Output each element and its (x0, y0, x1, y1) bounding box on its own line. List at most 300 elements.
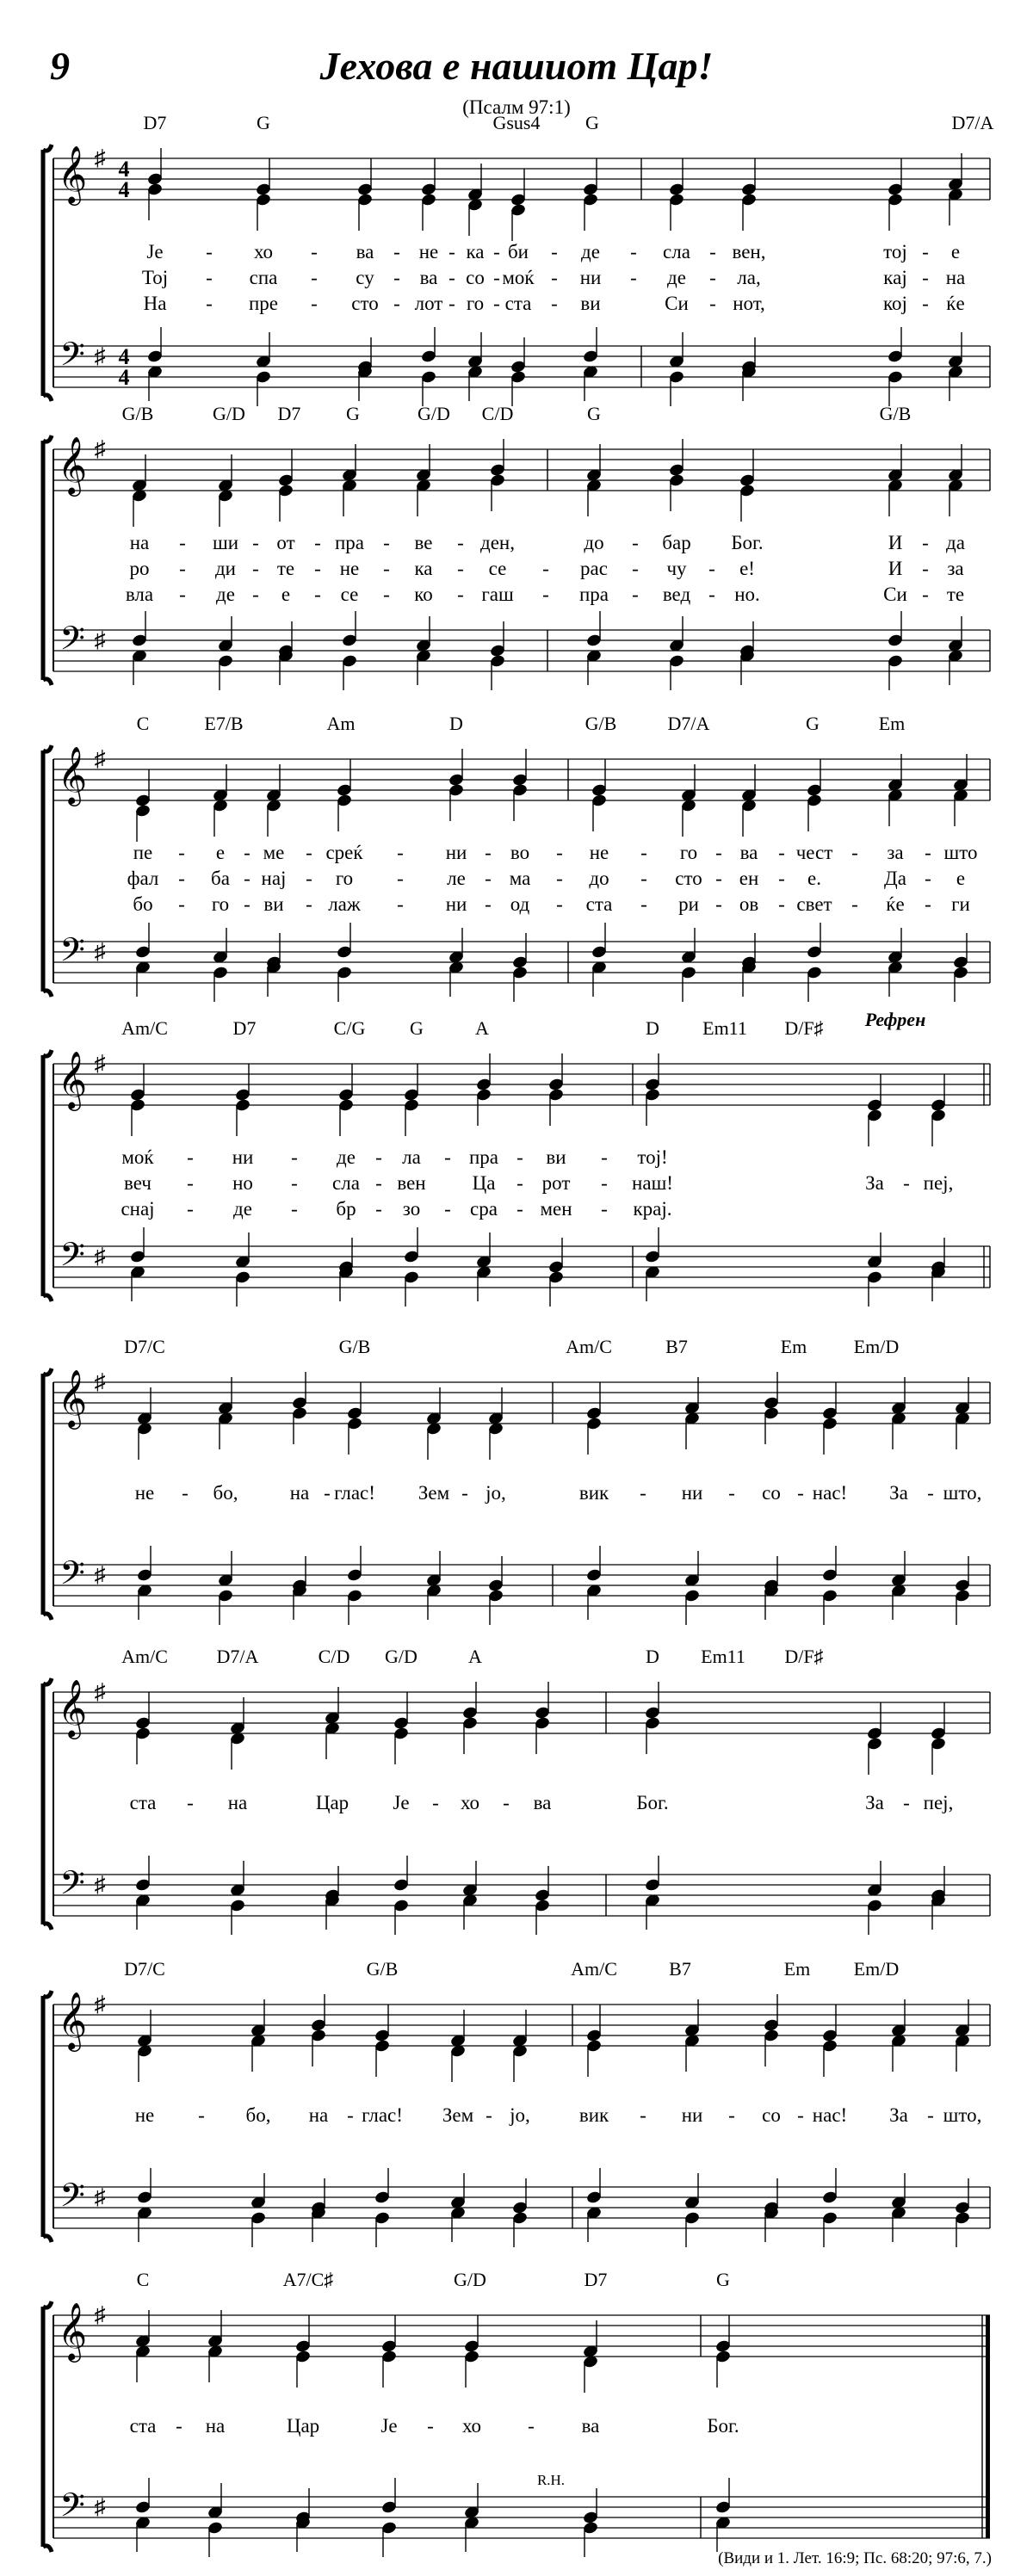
lyric-syllable: пра (468, 1146, 499, 1168)
lyric-syllable: не (589, 842, 609, 863)
bass-clef-icon: 𝄢 (59, 1863, 85, 1910)
lyric-hyphen: - (397, 868, 404, 889)
lyric-hyphen: - (206, 241, 213, 263)
lyric-syllable: Зем (418, 1482, 450, 1504)
lyric-syllable: Зем (442, 2104, 474, 2126)
lyric-syllable: зо (402, 1198, 421, 1220)
lyric-hyphen: - (393, 241, 400, 263)
lyric-syllable: вла (125, 584, 154, 605)
lyric-syllable: е (215, 842, 226, 863)
lyric-syllable: сто (675, 868, 702, 889)
lyric-syllable: ен (739, 868, 759, 889)
key-signature-sharp-icon: ♯ (94, 1051, 106, 1076)
lyric-hyphen: - (252, 532, 259, 553)
lyric-syllable: ши (212, 532, 239, 553)
lyric-hyphen: - (927, 2104, 934, 2126)
lyric-hyphen: - (903, 1792, 910, 1813)
chord-symbol: D/F♯ (784, 1017, 824, 1039)
lyric-syllable: Да (884, 868, 906, 889)
chord-symbol: C/D (481, 403, 514, 424)
song-number: 9 (50, 44, 70, 88)
lyric-syllable: Бог. (731, 532, 764, 553)
chord-symbol: Am (326, 713, 356, 734)
lyric-hyphen: - (925, 893, 931, 915)
lyric-syllable: за (947, 558, 964, 579)
chord-symbol: D (646, 1646, 659, 1667)
lyric-syllable: ов (739, 893, 759, 915)
chord-symbol: G (587, 403, 601, 424)
chord-symbol: D (646, 1017, 659, 1039)
lyric-hyphen: - (922, 558, 929, 579)
treble-clef-icon: 𝄞 (57, 745, 88, 804)
lyric-hyphen: - (778, 893, 785, 915)
chord-symbol: Am/C (566, 1336, 612, 1357)
bass-clef-icon: 𝄢 (59, 1554, 85, 1600)
lyric-syllable: бо, (245, 2104, 271, 2126)
bass-staff (53, 1875, 990, 1916)
treble-staff (53, 1064, 990, 1105)
lyric-hyphen: - (182, 1482, 189, 1504)
lyric-syllable: Је (380, 2415, 398, 2437)
lyric-hyphen: - (457, 584, 464, 605)
lyric-syllable: го (679, 842, 698, 863)
lyric-hyphen: - (632, 558, 639, 579)
lyric-syllable: срeќ (325, 842, 363, 863)
lyric-syllable: ка (466, 241, 485, 263)
lyric-hyphen: - (640, 1482, 646, 1504)
chord-symbol: G/D (418, 403, 450, 424)
lyric-hyphen: - (178, 868, 185, 889)
lyric-syllable: гаш (481, 584, 514, 605)
lyric-hyphen: - (311, 241, 318, 263)
chord-symbol: G (806, 713, 820, 734)
lyric-hyphen: - (630, 267, 637, 288)
lyric-hyphen: - (551, 293, 558, 314)
time-signature-bottom: 4 (118, 365, 130, 390)
lyric-syllable: Бог. (707, 2415, 739, 2437)
lyric-hyphen: - (485, 842, 492, 863)
key-signature-sharp-icon: ♯ (94, 939, 106, 964)
lyric-syllable: ма (509, 868, 531, 889)
lyric-hyphen: - (601, 1146, 608, 1168)
chord-symbol: D/F♯ (784, 1646, 824, 1667)
lyric-syllable: ќе (886, 893, 905, 915)
lyric-syllable: е. (807, 868, 821, 889)
lyric-syllable: ба (211, 868, 230, 889)
lyric-syllable: ва (419, 267, 438, 288)
chord-symbol: G/B (366, 1958, 399, 1980)
lyric-syllable: ка (414, 558, 433, 579)
lyric-hyphen: - (252, 558, 259, 579)
lyric-hyphen: - (314, 584, 321, 605)
lyric-hyphen: - (291, 1146, 298, 1168)
lyric-syllable: јо, (510, 2104, 530, 2126)
lyric-syllable: фал (127, 868, 159, 889)
chord-symbol: A (468, 1646, 482, 1667)
lyric-syllable: те (276, 558, 295, 579)
lyric-syllable: од (510, 893, 530, 915)
lyric-hyphen: - (244, 868, 251, 889)
lyric-hyphen: - (927, 1482, 934, 1504)
lyric-syllable: го (211, 893, 230, 915)
chord-symbol: G (716, 2269, 730, 2290)
chord-symbol: G/B (121, 403, 154, 424)
bass-clef-icon: 𝄢 (59, 335, 85, 381)
time-signature-top: 4 (118, 344, 130, 369)
key-signature-sharp-icon: ♯ (94, 746, 106, 771)
lyric-syllable: што, (943, 1482, 982, 1504)
lyric-hyphen: - (709, 267, 716, 288)
system-bracket (43, 2301, 52, 2552)
lyric-syllable: ста (129, 2415, 157, 2437)
lyric-syllable: до (584, 532, 604, 553)
lyric-hyphen: - (187, 1792, 194, 1813)
lyric-hyphen: - (493, 241, 500, 263)
lyric-syllable: но (232, 1172, 253, 1194)
lyric-hyphen: - (797, 2104, 804, 2126)
lyric-syllable: во (510, 842, 530, 863)
lyric-syllable: е (956, 868, 966, 889)
treble-staff (53, 1382, 990, 1424)
lyric-hyphen: - (448, 293, 455, 314)
refrain-label: Рефрен (864, 1009, 926, 1030)
lyric-hyphen: - (528, 2415, 535, 2437)
lyric-syllable: су (356, 267, 374, 288)
lyric-hyphen: - (383, 584, 390, 605)
lyric-syllable: ва (739, 842, 758, 863)
chord-symbol: Em (780, 1336, 807, 1357)
lyric-syllable: веч (124, 1172, 152, 1194)
chord-symbol: G (257, 112, 270, 133)
lyric-syllable: ќе (946, 293, 965, 314)
lyric-hyphen: - (206, 293, 213, 314)
lyric-hyphen: - (448, 267, 455, 288)
lyric-hyphen: - (291, 1172, 298, 1194)
lyric-syllable: сла (332, 1172, 360, 1194)
lyric-syllable: бр (336, 1198, 356, 1220)
chord-symbol: Em11 (701, 1646, 745, 1667)
lyric-syllable: Ца (472, 1172, 496, 1194)
lyric-hyphen: - (922, 293, 929, 314)
lyric-hyphen: - (291, 1198, 298, 1220)
chord-symbol: Em (783, 1958, 811, 1980)
lyric-syllable: не (339, 558, 360, 579)
chord-symbol: D7/A (667, 713, 710, 734)
lyric-hyphen: - (630, 241, 637, 263)
lyric-syllable: на (205, 2415, 226, 2437)
chord-symbol: D (449, 713, 463, 734)
lyric-hyphen: - (851, 893, 858, 915)
system-bracket (43, 145, 52, 401)
lyric-hyphen: - (444, 1146, 451, 1168)
lyric-hyphen: - (778, 842, 785, 863)
treble-clef-icon: 𝄞 (57, 1678, 88, 1737)
chord-symbol: E7/B (204, 713, 244, 734)
lyric-syllable: на (129, 532, 150, 553)
bass-staff (53, 630, 990, 671)
lyric-syllable: вен, (732, 241, 766, 263)
chord-symbol: Gsus4 (492, 112, 541, 133)
lyric-syllable: тој (883, 241, 907, 263)
song-subtitle: (Псалм 97:1) (462, 96, 571, 118)
treble-clef-icon: 𝄞 (57, 145, 88, 203)
lyric-syllable: е! (739, 558, 755, 579)
chord-symbol: B7 (665, 1336, 688, 1357)
lyric-syllable: да (946, 532, 965, 553)
lyric-hyphen: - (556, 842, 563, 863)
lyric-hyphen: - (397, 893, 404, 915)
lyric-syllable: не (134, 2104, 155, 2126)
lyric-hyphen: - (179, 558, 186, 579)
chord-symbol: D7 (584, 2269, 608, 2290)
lyric-syllable: ста (504, 293, 532, 314)
lyric-hyphen: - (903, 1172, 910, 1194)
lyric-syllable: сла (663, 241, 690, 263)
lyric-syllable: ден, (480, 532, 515, 553)
lyric-syllable: снај (121, 1198, 155, 1220)
lyric-hyphen: - (556, 868, 563, 889)
lyric-syllable: Си (883, 584, 907, 605)
lyric-syllable: би (507, 241, 529, 263)
lyric-syllable: хо (460, 1792, 480, 1813)
lyric-syllable: кој (883, 293, 907, 314)
lyric-syllable: крај. (633, 1198, 672, 1220)
lyric-hyphen: - (375, 1198, 382, 1220)
lyric-syllable: сра (470, 1198, 498, 1220)
treble-staff (53, 449, 990, 491)
lyric-syllable: на (227, 1792, 248, 1813)
lyric-hyphen: - (925, 842, 931, 863)
lyric-hyphen: - (306, 868, 312, 889)
lyric-hyphen: - (324, 1482, 331, 1504)
lyric-syllable: пра (334, 532, 365, 553)
lyric-hyphen: - (709, 293, 716, 314)
lyric-hyphen: - (444, 1198, 451, 1220)
lyric-hyphen: - (922, 241, 929, 263)
lyric-syllable: наш! (632, 1172, 673, 1194)
lyric-syllable: чу (666, 558, 687, 579)
key-signature-sharp-icon: ♯ (94, 1872, 106, 1897)
lyric-syllable: ла (402, 1146, 421, 1168)
lyric-hyphen: - (493, 293, 500, 314)
lyric-syllable: тој! (637, 1146, 668, 1168)
lyric-hyphen: - (632, 532, 639, 553)
lyric-hyphen: - (393, 267, 400, 288)
final-barline-thick (986, 2315, 990, 2538)
chord-symbol: G/D (385, 1646, 418, 1667)
song-title: Јехова е нашиот Цар! (319, 44, 714, 88)
lyric-syllable: спа (249, 267, 278, 288)
lyric-syllable: но. (734, 584, 760, 605)
treble-clef-icon: 𝄞 (57, 2301, 88, 2360)
lyric-syllable: моќ (502, 267, 535, 288)
chord-symbol: Em11 (702, 1017, 747, 1039)
lyric-syllable: што, (943, 2104, 982, 2126)
lyric-hyphen: - (347, 2104, 354, 2126)
chord-symbol: G/D (454, 2269, 486, 2290)
lyric-syllable: сто (351, 293, 379, 314)
chord-symbol: C (136, 2269, 150, 2290)
chord-symbol: A7/C♯ (282, 2269, 334, 2290)
lyric-hyphen: - (485, 868, 492, 889)
chord-symbol: D7/C (124, 1336, 165, 1357)
lyric-hyphen: - (728, 1482, 735, 1504)
lyric-syllable: моќ (121, 1146, 154, 1168)
lyric-hyphen: - (640, 2104, 646, 2126)
lyric-syllable: глас! (362, 2104, 403, 2126)
lyric-syllable: ста (129, 1792, 157, 1813)
lyric-syllable: нас! (812, 2104, 848, 2126)
treble-staff (53, 158, 990, 200)
bass-clef-icon: 𝄢 (59, 1235, 85, 1282)
lyric-syllable: ни (681, 1482, 703, 1504)
chord-symbol: G/B (585, 713, 617, 734)
bass-staff (53, 2497, 990, 2538)
lyric-hyphen: - (503, 1792, 510, 1813)
lyric-syllable: ста (585, 893, 613, 915)
lyric-hyphen: - (709, 241, 716, 263)
scripture-reference: (Види и 1. Лет. 16:9; Пс. 68:20; 97:6, 7.) (718, 2549, 992, 2567)
lyric-hyphen: - (306, 893, 312, 915)
lyric-syllable: пеј, (923, 1172, 954, 1194)
lyric-hyphen: - (187, 1146, 194, 1168)
lyric-hyphen: - (778, 868, 785, 889)
lyric-hyphen: - (516, 1146, 523, 1168)
lyric-syllable: вик (578, 1482, 609, 1504)
lyric-syllable: нас! (812, 1482, 848, 1504)
lyric-hyphen: - (306, 842, 312, 863)
lyric-syllable: рас (580, 558, 608, 579)
lyric-syllable: ви (546, 1146, 566, 1168)
treble-clef-icon: 𝄞 (57, 436, 88, 494)
lyric-syllable: се (340, 584, 359, 605)
lyric-hyphen: - (427, 2415, 434, 2437)
key-signature-sharp-icon: ♯ (94, 436, 106, 461)
lyric-syllable: ни (579, 267, 602, 288)
lyric-syllable: рот (541, 1172, 571, 1194)
lyric-hyphen: - (244, 893, 251, 915)
lyric-syllable: Цар (315, 1792, 349, 1813)
lyric-hyphen: - (493, 267, 500, 288)
lyric-hyphen: - (176, 2415, 182, 2437)
lyric-syllable: те (946, 584, 965, 605)
lyric-syllable: ни (445, 893, 467, 915)
lyric-syllable: Бог. (636, 1792, 669, 1813)
key-signature-sharp-icon: ♯ (94, 1369, 106, 1394)
chord-symbol: Am/C (571, 1958, 617, 1980)
treble-staff (53, 1692, 990, 1733)
bass-clef-icon: 𝄢 (59, 2176, 85, 2222)
lyric-hyphen: - (178, 893, 185, 915)
lyric-syllable: ви (580, 293, 601, 314)
lyric-syllable: ни (232, 1146, 254, 1168)
chord-symbol: A (475, 1017, 489, 1039)
lyric-hyphen: - (397, 842, 404, 863)
lyric-hyphen: - (187, 1198, 194, 1220)
lyric-hyphen: - (715, 868, 722, 889)
lyric-syllable: пра (578, 584, 609, 605)
lyric-hyphen: - (922, 267, 929, 288)
lyric-hyphen: - (375, 1146, 382, 1168)
lyric-syllable: хо (253, 241, 274, 263)
lyric-syllable: Си (665, 293, 689, 314)
lyric-syllable: пре (248, 293, 279, 314)
lyric-syllable: ве (414, 532, 433, 553)
lyric-syllable: ди (214, 558, 237, 579)
lyric-hyphen: - (461, 1482, 468, 1504)
lyric-syllable: со (762, 1482, 781, 1504)
lyric-hyphen: - (640, 893, 647, 915)
chord-symbol: G/B (879, 403, 912, 424)
lyric-syllable: де (667, 267, 686, 288)
key-signature-sharp-icon: ♯ (94, 2494, 106, 2519)
lyric-syllable: со (466, 267, 485, 288)
lyric-syllable: де (233, 1198, 252, 1220)
lyric-syllable: И (888, 532, 903, 553)
lyric-hyphen: - (244, 842, 251, 863)
key-signature-sharp-icon: ♯ (94, 343, 106, 368)
lyric-syllable: не (418, 241, 439, 263)
lyric-syllable: ва (356, 241, 374, 263)
lyric-syllable: до (589, 868, 609, 889)
lyric-syllable: ри (678, 893, 699, 915)
lyric-syllable: хо (461, 2415, 482, 2437)
lyric-hyphen: - (252, 584, 259, 605)
lyric-hyphen: - (708, 558, 715, 579)
lyric-syllable: Је (393, 1792, 410, 1813)
system-bracket (43, 1050, 52, 1301)
lyric-syllable: ва (581, 2415, 600, 2437)
chord-symbol: D7/C (124, 1958, 165, 1980)
lyric-syllable: свет (796, 893, 832, 915)
lyric-syllable: што (943, 842, 978, 863)
chord-symbol: C (136, 713, 150, 734)
lyric-hyphen: - (198, 2104, 205, 2126)
lyric-syllable: пеј, (923, 1792, 954, 1813)
lyric-syllable: ни (681, 2104, 703, 2126)
chord-symbol: D7 (277, 403, 301, 424)
lyric-syllable: ва (533, 1792, 552, 1813)
lyric-syllable: се (488, 558, 507, 579)
right-hand-mark: R.H. (536, 2472, 566, 2488)
chord-symbol: C/G (333, 1017, 366, 1039)
system-bracket (43, 745, 52, 997)
lyric-hyphen: - (375, 1172, 382, 1194)
chord-symbol: D7 (232, 1017, 257, 1039)
lyric-hyphen: - (179, 584, 186, 605)
bass-clef-icon: 𝄢 (59, 930, 85, 977)
key-signature-sharp-icon: ♯ (94, 1562, 106, 1587)
lyric-hyphen: - (314, 558, 321, 579)
lyric-hyphen: - (486, 2104, 492, 2126)
chord-symbol: D7/A (216, 1646, 259, 1667)
lyric-syllable: мен (540, 1198, 572, 1220)
lyric-hyphen: - (556, 893, 563, 915)
lyric-syllable: со (762, 2104, 781, 2126)
lyric-syllable: на (945, 267, 966, 288)
lyric-hyphen: - (632, 584, 639, 605)
lyric-syllable: де (581, 241, 600, 263)
lyric-syllable: ги (951, 893, 970, 915)
lyric-syllable: вед (662, 584, 691, 605)
lyric-hyphen: - (925, 868, 931, 889)
lyric-syllable: е (281, 584, 291, 605)
lyric-syllable: бо, (213, 1482, 238, 1504)
lyric-syllable: вик (578, 2104, 609, 2126)
lyric-hyphen: - (542, 558, 549, 579)
lyric-hyphen: - (708, 584, 715, 605)
lyric-hyphen: - (551, 241, 558, 263)
